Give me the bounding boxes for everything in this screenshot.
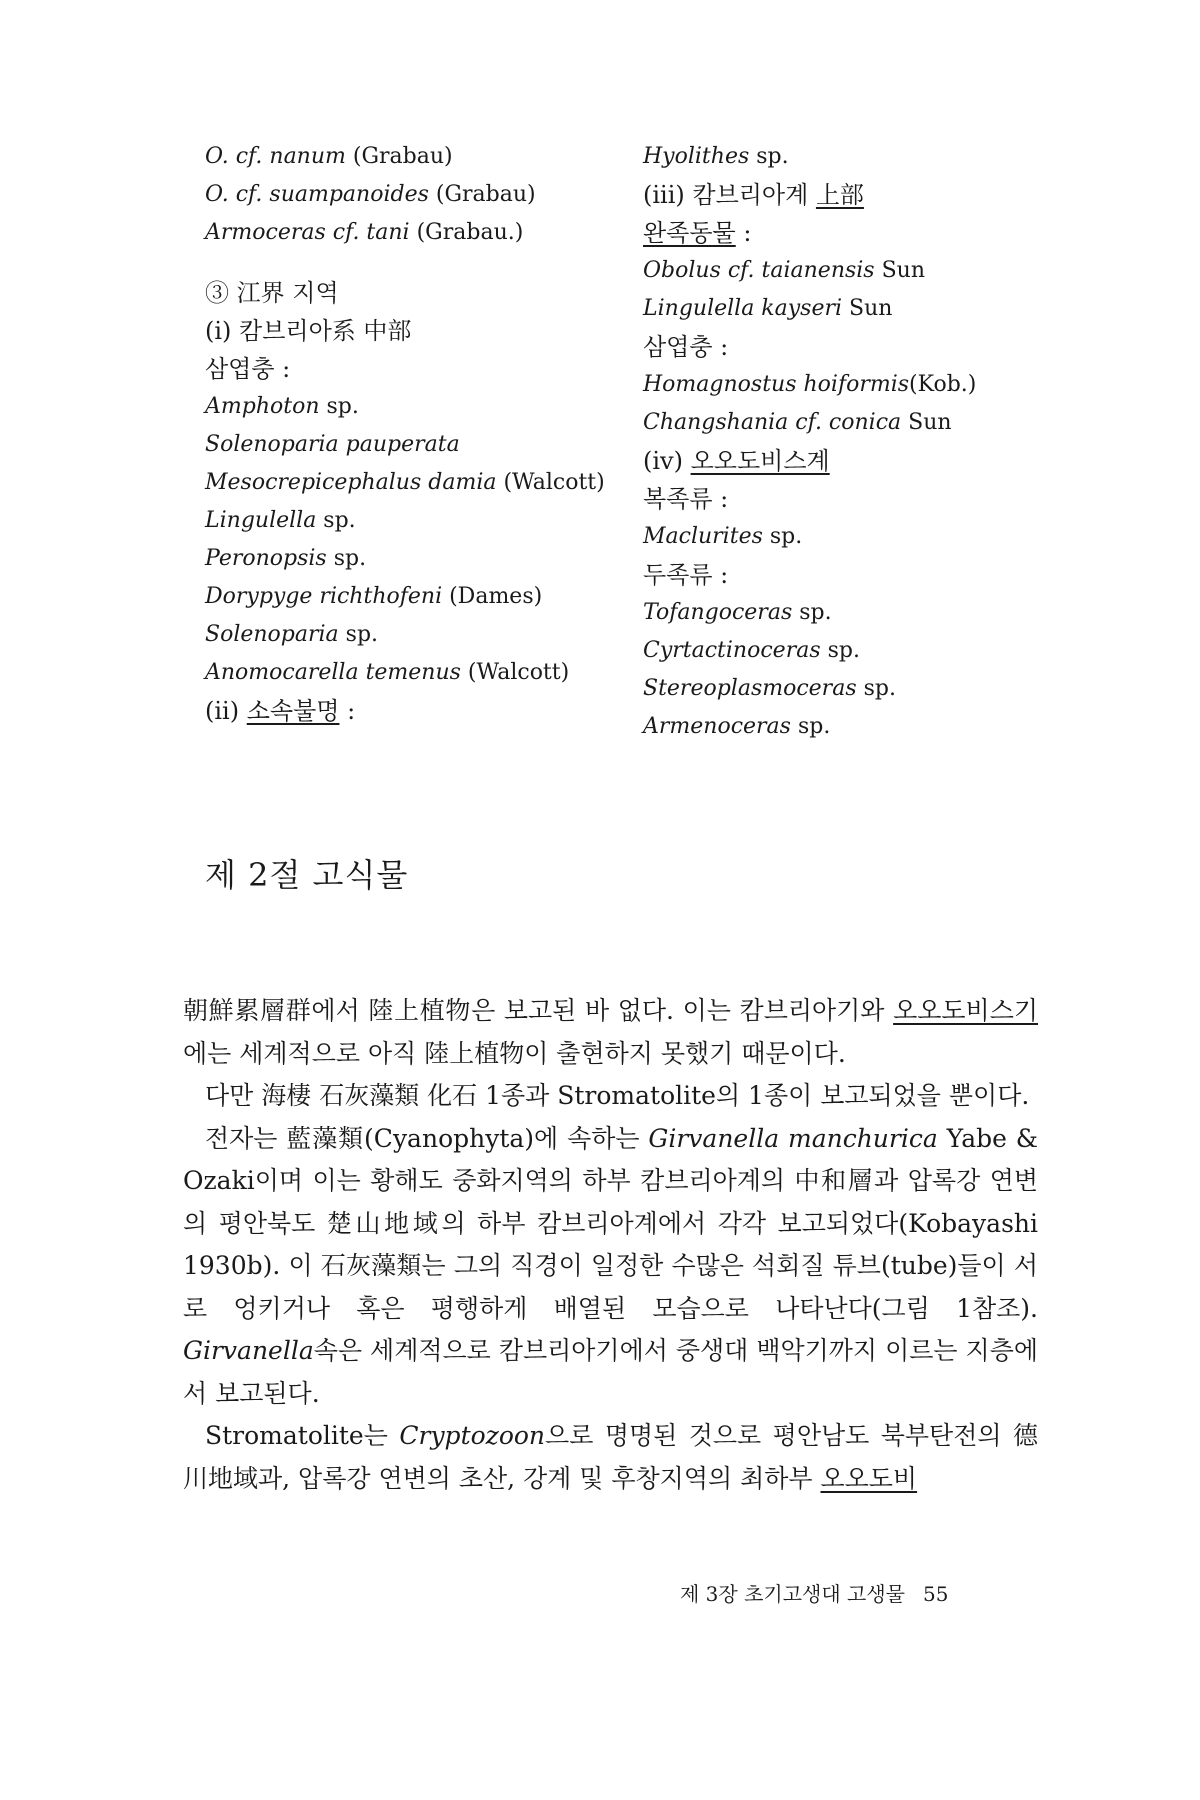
species-entry	[205, 176, 635, 214]
species-entry	[643, 290, 1063, 328]
italic-term: Cryptozoon	[399, 1421, 546, 1450]
footer-chapter: 제 3장 초기고생대 고생물	[680, 1582, 905, 1606]
page-number: 55	[923, 1582, 949, 1606]
page-footer	[680, 1578, 948, 1607]
entry-text: Sun	[901, 410, 952, 435]
species-entry	[643, 670, 1063, 708]
list-heading	[643, 328, 1063, 366]
paragraph	[183, 1118, 1038, 1416]
species-entry	[643, 138, 1063, 176]
species-name: Armoceras cf. tani	[205, 220, 410, 245]
list-heading	[205, 692, 635, 730]
species-name: Cyrtactinoceras	[643, 638, 821, 663]
entry-text: (Kob.)	[909, 372, 977, 397]
species-name: O. cf. nanum	[205, 144, 346, 169]
species-entry	[205, 578, 635, 616]
entry-text: (ii)	[205, 697, 247, 725]
body-text	[183, 990, 1038, 1500]
species-list-left	[205, 138, 635, 730]
species-name: Dorypyge richthofeni	[205, 584, 443, 609]
entry-text: 삼엽충 :	[643, 333, 729, 361]
species-name: Lingulella	[205, 508, 317, 533]
entry-text: (iii) 캄브리아계	[643, 181, 816, 209]
species-name: Homagnostus hoiformis	[643, 372, 910, 397]
species-entry	[643, 518, 1063, 556]
entry-text: sp.	[326, 546, 367, 571]
paragraph	[183, 990, 1038, 1075]
species-name: Solenoparia pauperata	[205, 432, 460, 457]
paragraph-text: 전자는 藍藻類(Cyanophyta)에 속하는	[205, 1123, 649, 1153]
species-name: Armenoceras	[643, 714, 791, 739]
entry-text: sp.	[749, 144, 789, 169]
species-entry	[643, 594, 1063, 632]
paragraph-text: 에는 세계적으로 아직 陸上植物이 출현하지 못했기 때문이다.	[183, 1038, 846, 1068]
species-entry	[205, 502, 635, 540]
entry-text: sp.	[316, 508, 356, 533]
paragraph-text: Stromatolite는	[205, 1421, 400, 1450]
species-name: Amphoton	[205, 394, 320, 419]
entry-text: Sun	[842, 296, 893, 321]
entry-text: (Dames)	[442, 584, 543, 609]
entry-text: sp.	[338, 622, 379, 647]
list-heading	[643, 480, 1063, 518]
entry-text: 복족류 :	[643, 485, 729, 513]
entry-text: sp.	[856, 676, 896, 701]
species-list-right	[643, 138, 1063, 746]
entry-text: (Grabau.)	[409, 220, 524, 245]
list-heading	[643, 442, 1063, 480]
paragraph-text: 다만 海棲 石灰藻類 化石 1종과 Stromatolite의 1종이 보고되었을 뿐이다.	[205, 1081, 1030, 1110]
entry-text: :	[735, 219, 752, 247]
entry-text: 두족류 :	[643, 561, 729, 589]
paragraph	[183, 1075, 1038, 1118]
species-name: Mesocrepicephalus damia	[205, 470, 497, 495]
list-heading	[643, 556, 1063, 594]
entry-text: (Grabau)	[428, 182, 536, 207]
underlined-text: 소속불명	[246, 697, 340, 725]
species-entry	[643, 632, 1063, 670]
species-entry	[205, 426, 635, 464]
paragraph-text: 으로 명명된 것으로 평안남도 북부탄전의 德川地域과, 압록강 연변의 초산, 강계 및 후창지역의 최하부	[183, 1421, 1038, 1493]
entry-text: Sun	[874, 258, 926, 283]
species-entry	[205, 464, 635, 502]
entry-text: (i) 캄브리아系 中部	[205, 317, 412, 345]
entry-text: sp.	[319, 394, 359, 419]
entry-text: (Walcott)	[496, 470, 605, 495]
species-entry	[205, 138, 635, 176]
species-entry	[205, 214, 635, 252]
species-entry	[643, 366, 1063, 404]
species-entry	[205, 654, 635, 692]
species-entry	[205, 388, 635, 426]
list-heading	[205, 274, 635, 312]
paragraph-text: 朝鮮累層群에서 陸上植物은 보고된 바 없다. 이는 캄브리아기와	[183, 996, 894, 1025]
species-entry	[643, 404, 1063, 442]
species-name: Tofangoceras	[643, 600, 793, 625]
italic-term: Girvanella manchurica	[648, 1123, 938, 1153]
species-name: Peronopsis	[205, 546, 327, 571]
species-name: Hyolithes	[643, 144, 750, 169]
species-name: Maclurites	[643, 524, 763, 549]
entry-text: sp.	[790, 714, 831, 739]
italic-term: Girvanella	[183, 1336, 314, 1365]
entry-text: ③ 江界 지역	[205, 279, 339, 307]
list-heading	[205, 350, 635, 388]
species-name: Lingulella kayseri	[643, 296, 843, 321]
paragraph-text: 속은 세계적으로 캄브리아기에서 중생대 백악기까지 이르는 지층에서 보고된다.	[183, 1336, 1038, 1408]
species-entry	[643, 708, 1063, 746]
list-heading	[643, 214, 1063, 252]
list-spacer	[205, 252, 635, 274]
list-heading	[205, 312, 635, 350]
paragraph-text: Yabe & Ozaki이며 이는 황해도 중화지역의 하부 캄브리아계의 中和層과 압록강 연변의 평안북도 楚山地域의 하부 캄브리아계에서 각각 보고되었다(Kobayashi 1930b). 이 石灰藻類는 그의 직경이 일정한 수많은 석회질 튜브(tube)들이 서로 엉키거나 혹은 평행하게 배열된 모습으로 나타난다(그림 1참조).	[183, 1123, 1039, 1323]
section-title: 제 2절 고식물	[205, 856, 409, 894]
species-name: Stereoplasmoceras	[643, 676, 857, 701]
entry-text: sp.	[820, 638, 860, 663]
species-entry	[205, 540, 635, 578]
species-entry	[205, 616, 635, 654]
entry-text: :	[339, 697, 356, 725]
species-name: Solenoparia	[205, 622, 339, 647]
entry-text: sp.	[762, 524, 803, 549]
species-name: O. cf. suampanoides	[205, 182, 429, 207]
underlined-text: 오오도비	[820, 1463, 918, 1493]
underlined-text: 완족동물	[643, 219, 736, 247]
species-name: Changshania cf. conica	[643, 410, 902, 435]
species-entry	[643, 252, 1063, 290]
species-name: Obolus cf. taianensis	[643, 258, 875, 283]
underlined-text: 오오도비스계	[690, 447, 830, 475]
entry-text: (Grabau)	[345, 144, 453, 169]
entry-text: (Walcott)	[460, 660, 570, 685]
entry-text: (iv)	[643, 447, 691, 475]
species-name: Anomocarella temenus	[205, 660, 461, 685]
underlined-text: 오오도비스기	[893, 996, 1038, 1025]
paragraph	[183, 1415, 1038, 1500]
list-heading	[643, 176, 1063, 214]
entry-text: 삼엽충 :	[205, 355, 291, 383]
entry-text: sp.	[792, 600, 832, 625]
underlined-text: 上部	[815, 181, 864, 209]
